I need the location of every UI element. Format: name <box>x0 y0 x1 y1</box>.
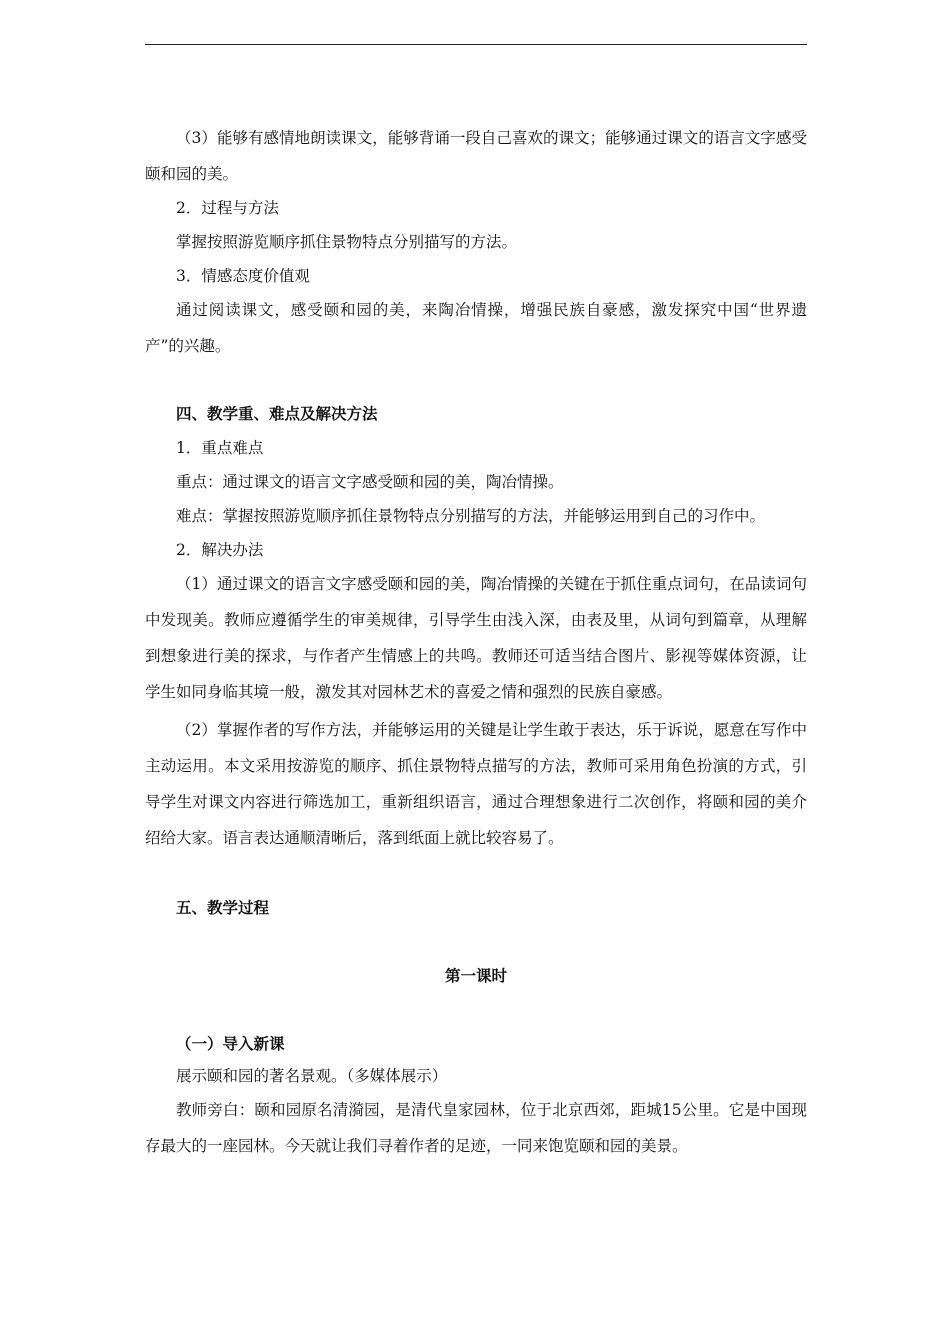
solution-heading: 2．解决办法 <box>176 541 264 559</box>
key-difficulty-heading: 1．重点难点 <box>176 439 264 457</box>
solution-paragraph-1: （1）通过课文的语言文字感受颐和园的美，陶冶情操的关键在于抓住重点词句，在品读词句中发现美。教师应遵循学生的审美规律，引导学生由浅入深，由表及里，从词句到篇章，从理解到想象进行美的探求，与作者产生情感上的共鸣。教师还可适当结合图片、影视等媒体资源，让学生如同身临其境一般，激发其对园林艺术的喜爱之情和强烈的民族自豪感。 <box>145 575 807 701</box>
part-1-line-2: 教师旁白：颐和园原名清漪园，是清代皇家园林，位于北京西郊，距城15公里。它是中国现存最大的一座园林。今天就让我们寻着作者的足迹，一同来饱览颐和园的美景。 <box>145 1101 807 1155</box>
key-point-text: 重点：通过课文的语言文字感受颐和园的美，陶冶情操。 <box>176 473 564 491</box>
header-rule <box>145 44 807 45</box>
lesson-title: 第一课时 <box>444 966 507 985</box>
part-1-line-1: 展示颐和园的著名景观。（多媒体展示） <box>176 1067 448 1085</box>
emotion-values-text: 通过阅读课文，感受颐和园的美，来陶冶情操，增强民族自豪感，激发探究中国“世界遗产”的兴趣。 <box>145 301 807 355</box>
part-1-heading: （一）导入新课 <box>176 1034 285 1053</box>
emotion-values-heading: 3．情感态度价值观 <box>176 267 310 285</box>
section-4-heading: 四、教学重、难点及解决方法 <box>176 404 378 423</box>
solution-paragraph-2: （2）掌握作者的写作方法，并能够运用的关键是让学生敢于表达，乐于诉说，愿意在写作中主动运用。本文采用按游览的顺序、抓住景物特点描写的方法，教师可采用角色扮演的方式，引导学生对课文内容进行筛选加工，重新组织语言，通过合理想象进行二次创作，将颐和园的美介绍给大家。语言表达通顺清晰后，落到纸面上就比较容易了。 <box>145 721 807 847</box>
objective-item-3: （3）能够有感情地朗读课文，能够背诵一段自己喜欢的课文；能够通过课文的语言文字感受颐和园的美。 <box>145 129 807 183</box>
process-method-text: 掌握按照游览顺序抓住景物特点分别描写的方法。 <box>176 233 518 251</box>
difficulty-text: 难点：掌握按照游览顺序抓住景物特点分别描写的方法，并能够运用到自己的习作中。 <box>176 507 766 525</box>
process-method-heading: 2．过程与方法 <box>176 199 279 217</box>
section-5-heading: 五、教学过程 <box>176 898 270 917</box>
